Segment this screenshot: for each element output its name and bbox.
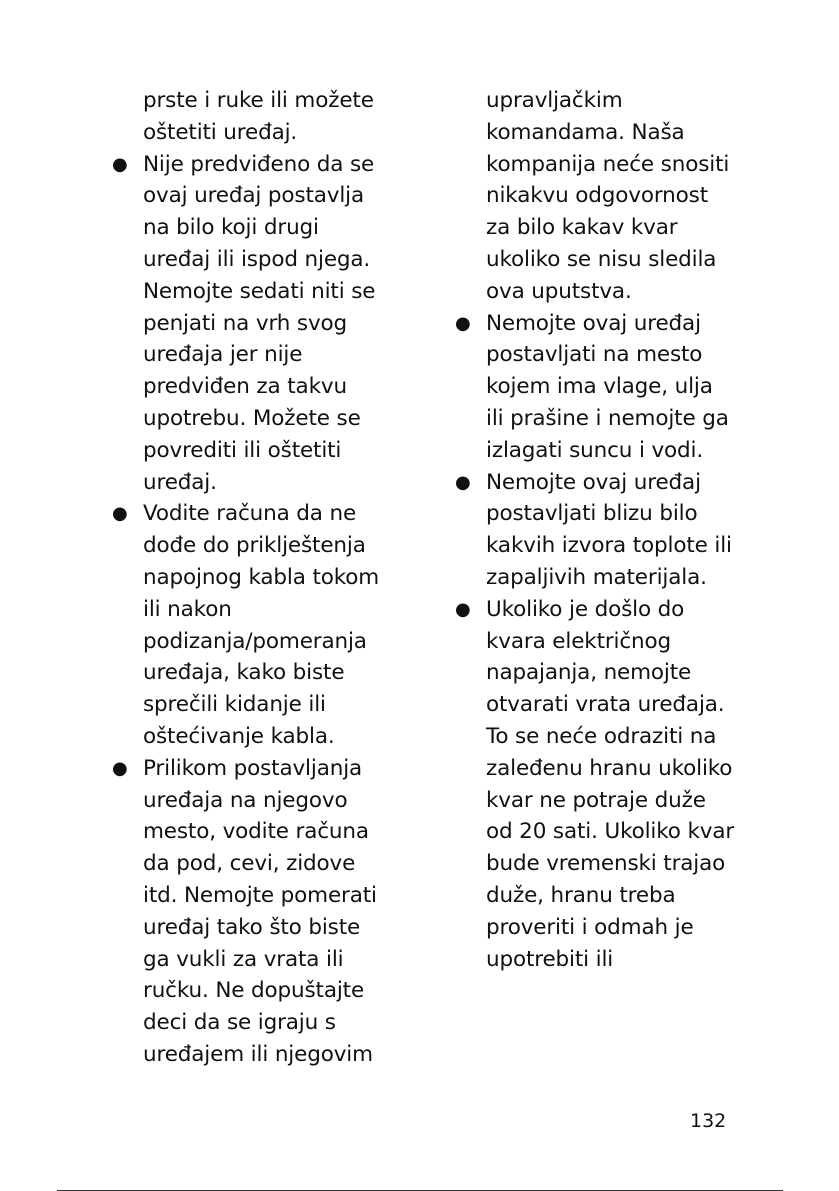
page-number: 132	[690, 1110, 727, 1132]
right-column	[455, 85, 735, 975]
right-bullet-item-2	[455, 467, 735, 594]
left-bullet-text-2: Vodite računa da ne dođe do priklještenja napojnog kabla tokom ili nakon podizanja/pomeranja uređaja, kako biste sprečili kidanje ili oštećivanje kabla.	[143, 501, 380, 749]
right-continuation-paragraph	[455, 85, 735, 308]
bullet-icon: ●	[112, 503, 128, 525]
right-bullet-item-1	[455, 308, 735, 467]
bullet-icon: ●	[455, 312, 471, 334]
bullet-icon: ●	[112, 757, 128, 779]
left-bullet-item-3	[112, 753, 387, 1071]
right-bullet-text-2: Nemojte ovaj uređaj postavljati blizu bilo kakvih izvora toplote ili zapaljivih materijala.	[486, 469, 732, 590]
left-continuation-paragraph	[112, 85, 387, 149]
left-bullet-text-1: Nije predviđeno da se ovaj uređaj postavlja na bilo koji drugi uređaj ili ispod njega. Nemojte sedati niti se penjati na vrh svog uređaja jer nije predviđen za takvu upotrebu. Možete se povrediti ili oštetiti uređaj.	[143, 151, 376, 495]
right-bullet-item-3	[455, 594, 735, 976]
left-bullet-item-1	[112, 149, 387, 499]
bullet-icon: ●	[455, 598, 471, 620]
left-column	[112, 85, 387, 1071]
right-bullet-text-3: Ukoliko je došlo do kvara električnog napajanja, nemojte otvarati vrata uređaja. To se neće odraziti na zaleđenu hranu ukoliko kvar ne potraje duže od 20 sati. Ukoliko kvar bude vremenski trajao duže, hranu treba proveriti i odmah je upotrebiti ili	[486, 596, 735, 972]
left-bullet-text-3: Prilikom postavljanja uređaja na njegovo mesto, vodite računa da pod, cevi, zidove itd. Nemojte pomerati uređaj tako što biste ga vukli za vrata ili ručku. Ne dopuštajte deci da se igraju s uređajem ili njegovim	[143, 755, 377, 1067]
bullet-icon: ●	[455, 471, 471, 493]
right-bullet-text-1: Nemojte ovaj uređaj postavljati na mesto kojem ima vlage, ulja ili prašine i nemojte ga izlagati suncu i vodi.	[486, 310, 729, 463]
left-continuation-text: prste i ruke ili možete oštetiti uređaj.	[143, 88, 374, 145]
bullet-icon: ●	[112, 153, 128, 175]
left-bullet-item-2	[112, 498, 387, 752]
right-continuation-text: upravljačkim komandama. Naša kompanija neće snositi nikakvu odgovornost za bilo kakav kvar ukoliko se nisu sledila ova uputstva.	[486, 88, 730, 304]
